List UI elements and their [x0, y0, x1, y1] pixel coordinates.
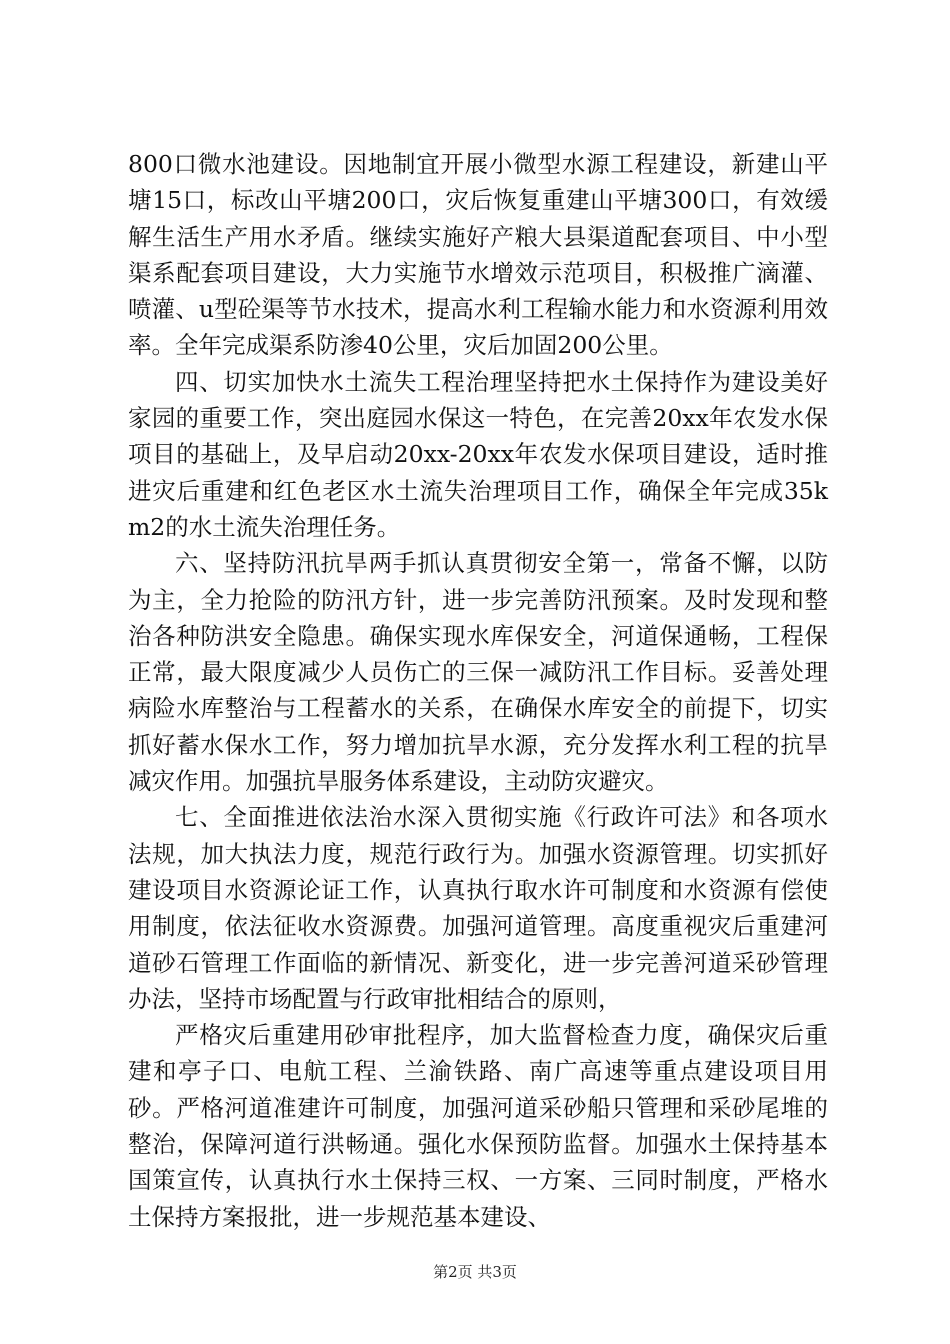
paragraph-2: 四、切实加快水土流失工程治理坚持把水土保持作为建设美好家园的重要工作，突出庭园水保这一特色，在完善20xx年农发水保项目的基础上，及早启动20xx-20xx年农发水保项目建设，适时推进灾后重建和红色老区水土流失治理项目工作，确保全年完成35km2的水土流失治理任务。: [128, 367, 828, 541]
paragraph-3: 六、坚持防汛抗旱两手抓认真贯彻安全第一，常备不懈，以防为主，全力抢险的防汛方针，进一步完善防汛预案。及时发现和整治各种防洪安全隐患。确保实现水库保安全，河道保通畅，工程保正常，最大限度减少人员伤亡的三保一减防汛工作目标。妥善处理病险水库整治与工程蓄水的关系，在确保水库安全的前提下，切实抓好蓄水保水工作，努力增加抗旱水源，充分发挥水利工程的抗旱减灾作用。加强抗旱服务体系建设，主动防灾避灾。: [128, 549, 828, 796]
paragraph-5: 严格灾后重建用砂审批程序，加大监督检查力度，确保灾后重建和亭子口、电航工程、兰渝铁路、南广高速等重点建设项目用砂。严格河道准建许可制度，加强河道采砂船只管理和采砂尾堆的整治，保障河道行洪畅通。强化水保预防监督。加强水土保持基本国策宣传，认真执行水土保持三权、一方案、三同时制度，严格水土保持方案报批，进一步规范基本建设、: [128, 1021, 828, 1231]
paragraph-4: 七、全面推进依法治水深入贯彻实施《行政许可法》和各项水法规，加大执法力度，规范行政行为。加强水资源管理。切实抓好建设项目水资源论证工作，认真执行取水许可制度和水资源有偿使用制度，依法征收水资源费。加强河道管理。高度重视灾后重建河道砂石管理工作面临的新情况、新变化，进一步完善河道采砂管理办法，坚持市场配置与行政审批相结合的原则，: [128, 803, 828, 1013]
page-number: 第2页 共3页: [433, 1263, 517, 1281]
paragraph-1: 800口微水池建设。因地制宜开展小微型水源工程建设，新建山平塘15口，标改山平塘200口，灾后恢复重建山平塘300口，有效缓解生活生产用水矛盾。继续实施好产粮大县渠道配套项目、中小型渠系配套项目建设，大力实施节水增效示范项目，积极推广滴灌、喷灌、u型砼渠等节水技术，提高水利工程输水能力和水资源利用效率。全年完成渠系防渗40公里，灾后加固200公里。: [128, 150, 828, 360]
page-footer: [0, 1262, 950, 1282]
document-body: [128, 146, 828, 1235]
